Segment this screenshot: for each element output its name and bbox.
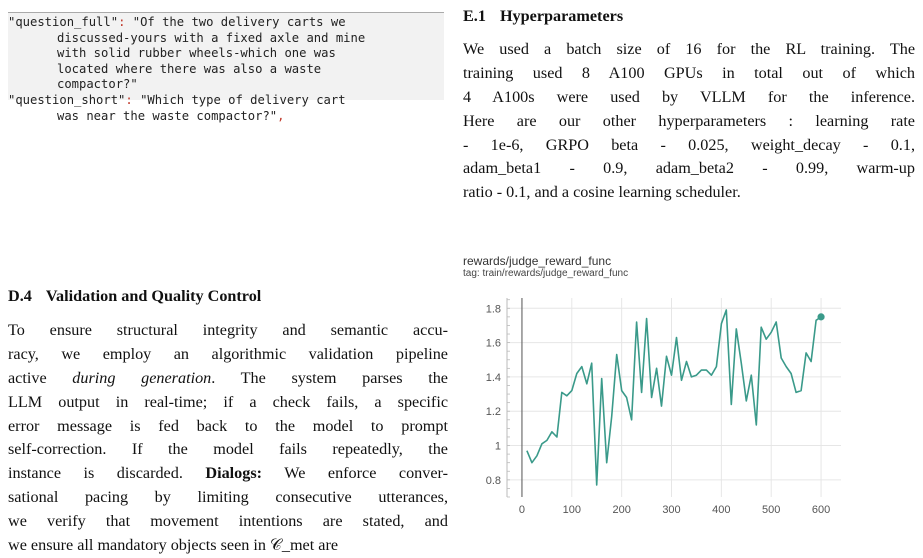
section-number: D.4 [8,287,32,305]
code-line [8,15,444,31]
section-number: E.1 [463,7,486,25]
text-line: To ensure structural integrity and semantic accu- [8,321,448,339]
chart-subtitle: tag: train/rewards/judge_reward_func [463,268,629,279]
y-tick-label: 0.8 [485,474,501,487]
section-title: Validation and Quality Control [45,287,262,305]
code-key: "question_short" [8,92,126,107]
text-line: ratio - 0.1, and a cosine learning scheduler. [463,183,741,202]
code-line [8,109,444,125]
text-line: training used 8 A100 GPUs in total out of which [463,63,915,82]
y-tick-label: 1.4 [485,371,501,384]
y-tick-label: 1.6 [485,337,501,350]
code-line [8,62,444,78]
code-value: compactor?" [57,77,138,92]
y-tick-label: 1 [494,440,501,453]
section-e1-heading [463,6,623,26]
reward-chart [463,254,863,536]
text-line: racy, we employ an algorithmic validation pipeline [8,344,448,363]
text-run: active [8,368,73,387]
text-line: LLM output in real-time; if a check fails, a specific [8,392,448,411]
code-value: with solid rubber wheels-which one was [57,46,336,61]
series-line [527,310,821,485]
code-value: discussed-yours with a fixed axle and mine [57,30,366,45]
text-line: sational pacing by limiting consecutive utterances, [8,488,448,507]
code-value: "Of the two delivery carts we [132,15,346,29]
text-line: We used a batch size of 16 for the RL training. The [463,40,915,58]
text-line: error message is fed back to the model to prompt [8,416,448,435]
text-run: . The system parses the [211,368,448,387]
x-tick-label: 200 [612,504,631,516]
x-tick-label: 500 [762,504,781,516]
text-line: we verify that movement intentions are stated, and [8,512,448,531]
text-line: self-correction. If the model fails repeatedly, the [8,440,448,459]
chart-plot [463,254,863,536]
text-line: adam_beta1 - 0.9, adam_beta2 - 0.99, warm-up [463,159,915,178]
code-line [8,46,444,62]
text-run: We enforce conver- [262,464,448,483]
section-d4-heading [8,286,261,306]
text-run: instance is discarded. [8,464,206,483]
text-line [8,462,448,486]
text-line: - 1e-6, GRPO beta - 0.025, weight_decay - 0.1, [463,135,915,154]
bold-run: Dialogs: [205,464,263,483]
code-key: "question_full" [8,15,119,29]
section-e1-body [463,38,915,205]
code-value: was near the waste compactor?" [57,108,278,123]
code-punct: : [118,15,133,29]
code-line [8,93,444,109]
code-line [8,77,444,93]
series-end-point [817,313,824,320]
code-punct: , [277,108,285,123]
code-listing [8,12,444,123]
x-tick-label: 600 [811,504,831,516]
y-tick-label: 1.2 [485,406,501,419]
code-line [8,31,444,47]
section-d4-body [8,319,448,558]
emphasis-run: during generation [72,368,212,387]
y-tick-label: 1.8 [485,303,501,316]
text-line: we ensure all mandatory objects seen in 𝒞_met are [8,536,339,555]
section-title: Hyperparameters [499,7,624,25]
text-line: Here are our other hyperparameters : learning rate [463,111,915,130]
x-tick-label: 300 [662,504,681,516]
code-punct: : [125,92,141,107]
code-value: located where there was also a waste [57,61,322,76]
chart-title: rewards/judge_reward_func [463,254,612,268]
x-tick-label: 100 [562,504,581,516]
x-tick-label: 0 [518,504,526,516]
text-line [8,367,448,391]
x-tick-label: 400 [712,504,731,516]
code-value: "Which type of delivery cart [140,92,346,107]
text-line: 4 A100s were used by VLLM for the inference. [463,87,915,106]
